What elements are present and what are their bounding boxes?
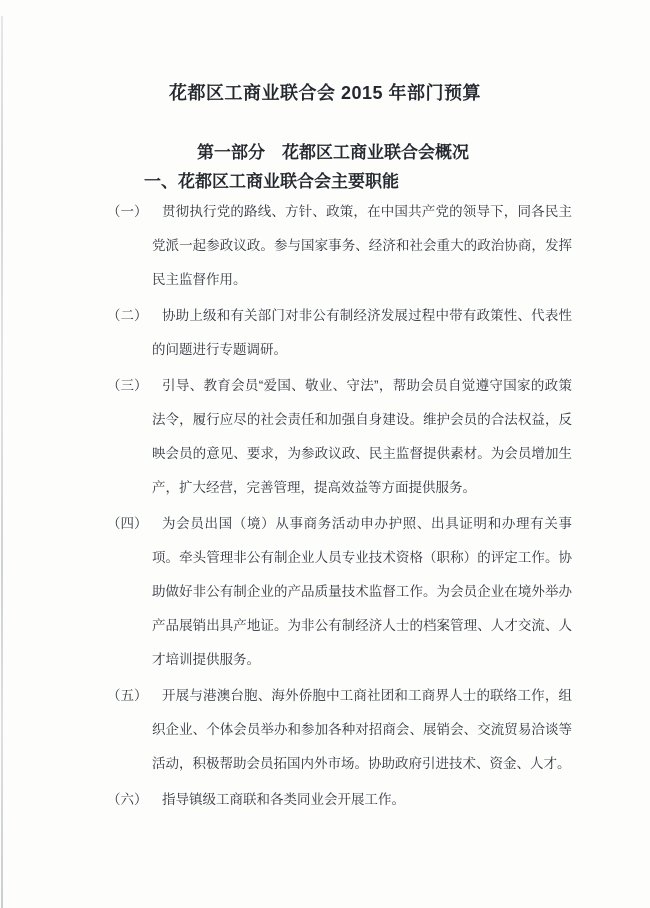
- scan-edge-artifact: [1, 16, 3, 908]
- clause-2: [107, 299, 572, 367]
- clause-3: [107, 369, 572, 505]
- clause-4: [107, 507, 572, 677]
- document-title: 花都区工商业联合会 2015 年部门预算: [168, 83, 482, 103]
- clause-5: [107, 679, 572, 781]
- clause-1: [107, 195, 572, 297]
- clause-6-label: （六）: [107, 792, 148, 807]
- clause-list: [107, 195, 572, 819]
- clause-1-label: （一）: [107, 204, 148, 219]
- clause-4-text: 为会员出国（境）从事商务活动申办护照、出具证明和办理有关事项。牵头管理非公有制企业人员专业技术资格（职称）的评定工作。协助做好非公有制企业的产品质量技术监督工作。为会员企业在境外举办产品展销出具产地证。为非公有制经济人士的档案管理、人才交流、人才培训提供服务。: [152, 516, 572, 667]
- section-heading-main-functions: 一、花都区工商业联合会主要职能: [144, 172, 399, 191]
- clause-6: [107, 783, 572, 817]
- clause-1-text: 贯彻执行党的路线、方针、政策，在中国共产党的领导下，同各民主党派一起参政议政。参与国家事务、经济和社会重大的政治协商，发挥民主监督作用。: [152, 204, 572, 287]
- clause-5-label: （五）: [107, 688, 148, 703]
- part-one-heading: 第一部分 花都区工商业联合会概况: [197, 143, 469, 162]
- clause-6-text: 指导镇级工商联和各类同业会开展工作。: [162, 792, 405, 807]
- clause-2-text: 协助上级和有关部门对非公有制经济发展过程中带有政策性、代表性的问题进行专题调研。: [152, 308, 572, 357]
- clause-3-text: 引导、教育会员“爱国、敬业、守法”，帮助会员自觉遵守国家的政策法令，履行应尽的社会责任和加强自身建设。维护会员的合法权益，反映会员的意见、要求，为参政议政、民主监督提供素材。为会员增加生产，扩大经营，完善管理，提高效益等方面提供服务。: [152, 378, 572, 495]
- clause-2-label: （二）: [107, 308, 148, 323]
- clause-5-text: 开展与港澳台胞、海外侨胞中工商社团和工商界人士的联络工作，组织企业、个体会员举办和参加各种对招商会、展销会、交流贸易洽谈等活动，积极帮助会员拓国内外市场。协助政府引进技术、资金、人才。: [152, 688, 572, 771]
- clause-4-label: （四）: [107, 516, 148, 531]
- clause-3-label: （三）: [107, 378, 148, 393]
